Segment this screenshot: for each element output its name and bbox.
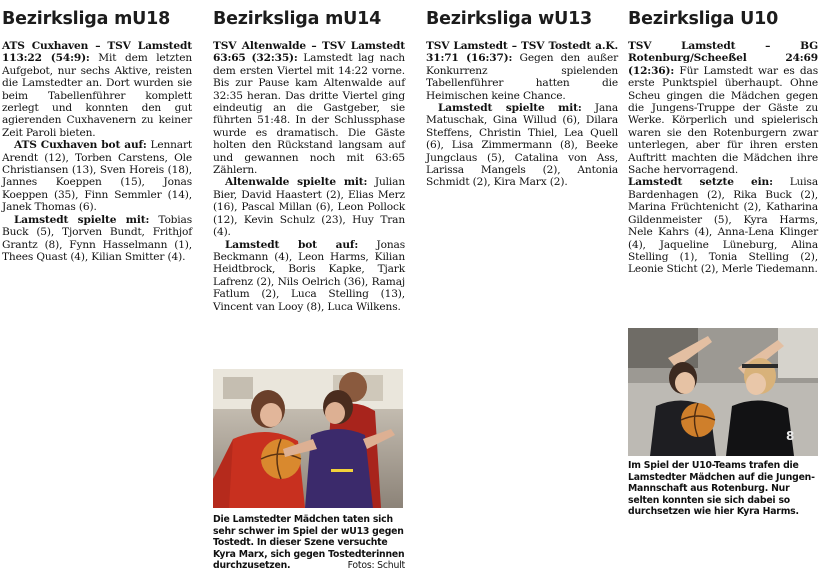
paragraph-lead: Lamstedt spielte mit:	[14, 213, 150, 226]
paragraph-text: Jonas Beckmann (4), Leon Harms, Kilian Heidtbrock, Boris Kapke, Tjark Lafrenz (2), Nils Oelrich (36), Ramaj Fatlum (2), Luca Stelling (13), Vincent van Looy (8), Luca Wilkens.	[213, 238, 406, 313]
article-paragraph	[213, 239, 405, 313]
article-paragraph	[628, 176, 818, 275]
basketball-photo-u10	[628, 328, 818, 456]
paragraph-text: Julian Bier, David Haastert (2), Elias Merz (16), Pascal Millan (6), Leon Pollock (12), Kevin Schulz (23), Huy Tran (4).	[213, 176, 405, 239]
section-heading: Bezirksliga mU18	[2, 9, 171, 29]
photo-credit: Fotos: Schult	[347, 560, 405, 572]
caption-text: Im Spiel der	[628, 460, 692, 471]
paragraph-text: Lennart Arendt (12), Torben Carstens, Ole Christiansen (13), Sven Horeis (18), Jannes Koeppen (15), Jonas Koeppen (35), Finn Semmler (14), Janek Thomas (6).	[2, 139, 192, 214]
caption-text: gegen Tostedt. In dieser Szene versuchte Kyra Marx, sich gegen Tostedterinnen durchzusetzen.	[213, 525, 405, 572]
article-paragraph	[426, 102, 618, 189]
article-column-mu14	[213, 0, 405, 313]
article-paragraph	[2, 139, 192, 213]
svg-text:8: 8	[786, 429, 795, 443]
paragraph-lead: Lamstedt spielte mit:	[438, 102, 582, 115]
paragraph-lead: TSV Lamstedt – TSV Tostedt a.K. 31:71 (16:37):	[426, 40, 618, 65]
section-heading: Bezirksliga mU14	[213, 9, 382, 29]
paragraph-text: Mit dem letzten Aufgebot, nur sechs Aktive, reisten die Lamstedter an. Dort wurden sie beim Tabellenführer komplett zerlegt und konnten den gut agierenden Cuxhavenern zu keiner Zeit Paroli bieten.	[2, 52, 192, 139]
paragraph-text: Gegen den außer Konkurrenz spielenden Tabellenführer hatten die Heimischen keine Chance.	[426, 52, 618, 102]
paragraph-lead: Lamstedt setzte ein:	[628, 176, 773, 189]
article-column-u10	[628, 0, 818, 276]
article-paragraph	[628, 40, 818, 176]
article-body	[213, 40, 405, 313]
paragraph-text: Luisa Bardenhagen (2), Rika Buck (2), Marina Früchtenicht (2), Katharina Gildenmeister (5), Kyra Harms, Nele Kahrs (4), Anna-Lena Klinger (4), Jaqueline Lüneburg, Alina Stelling (1), Tonia Stelling (2), Leonie Sticht (2), Merle Tiedemann.	[628, 176, 818, 276]
paragraph-lead: ATS Cuxhaven bot auf:	[14, 139, 147, 152]
photo-caption-wu13	[213, 514, 405, 572]
basketball-scene-illustration	[628, 328, 818, 456]
article-body	[628, 40, 818, 276]
paragraph-text: Lamstedt lag nach dem ersten Viertel mit 14:22 vorne. Bis zur Pause kam Altenwalde auf 32:35 heran. Das dritte Viertel ging eindeutig an die Gastgeber, sie führten 51:48. In der Schlussphase wurde es dramatisch. Die Gäste holten den Rückstand langsam auf und gewannen noch mit 63:65 Zählern.	[213, 52, 405, 177]
caption-text: trafen die Lamstedter Mädchen auf die Jungen-Mannschaft aus Rotenburg. Nur selten konnten sie sich dabei so durchsetzen wie hier Kyra Harms.	[628, 460, 815, 518]
caption-text: Die Lamstedter Mädchen taten sich sehr schwer im Spiel der	[213, 514, 393, 537]
article-paragraph	[213, 176, 405, 238]
paragraph-lead: Altenwalde spielte mit:	[225, 176, 368, 189]
article-body	[426, 40, 618, 189]
paragraph-text: Für Lamstedt war es das erste Punktspiel überhaupt. Ohne Scheu gingen die Mädchen gegen die Jungens-Truppe der Gäste zu Werke. Körperlich und spielerisch waren sie den Rotenburgern zwar unterlegen, aber für ihren ersten Auftritt machten die Mädchen ihre Sache hervorragend.	[628, 64, 818, 177]
article-paragraph	[426, 40, 618, 102]
paragraph-lead: TSV Lamstedt – BG Rotenburg/Scheeßel 24:69 (12:36):	[628, 40, 818, 77]
article-column-wu13	[426, 0, 618, 189]
article-paragraph	[213, 40, 405, 176]
paragraph-lead: TSV Altenwalde – TSV Lamstedt 63:65 (32:35):	[213, 40, 405, 65]
article-paragraph	[2, 214, 192, 264]
section-heading: Bezirksliga wU13	[426, 9, 593, 29]
article-body	[2, 40, 192, 263]
caption-team: U10-Teams	[691, 460, 746, 471]
caption-team: wU13	[340, 525, 370, 537]
basketball-photo-wu13	[213, 369, 403, 508]
paragraph-text: Jana Matuschak, Gina Willud (6), Dilara Steffens, Christin Thiel, Lea Quell (6), Lisa Zimmermann (8), Beeke Jungclaus (5), Catalina von Ass, Larissa Mangels (2), Antonia Schmidt (2), Kira Marx (2).	[426, 102, 618, 189]
paragraph-text: Tobias Buck (5), Tjorven Bundt, Frithjof Grantz (8), Fynn Hasselmann (1), Thees Quast (4), Kilian Smitter (4).	[2, 213, 192, 263]
article-paragraph	[2, 40, 192, 139]
paragraph-lead: Lamstedt bot auf:	[225, 238, 359, 251]
paragraph-lead: ATS Cuxhaven – TSV Lamstedt 113:22 (54:9):	[2, 40, 192, 65]
basketball-scene-illustration	[213, 369, 403, 508]
photo-caption-u10	[628, 460, 820, 518]
article-column-mu18	[2, 0, 192, 263]
section-heading: Bezirksliga U10	[628, 9, 779, 29]
